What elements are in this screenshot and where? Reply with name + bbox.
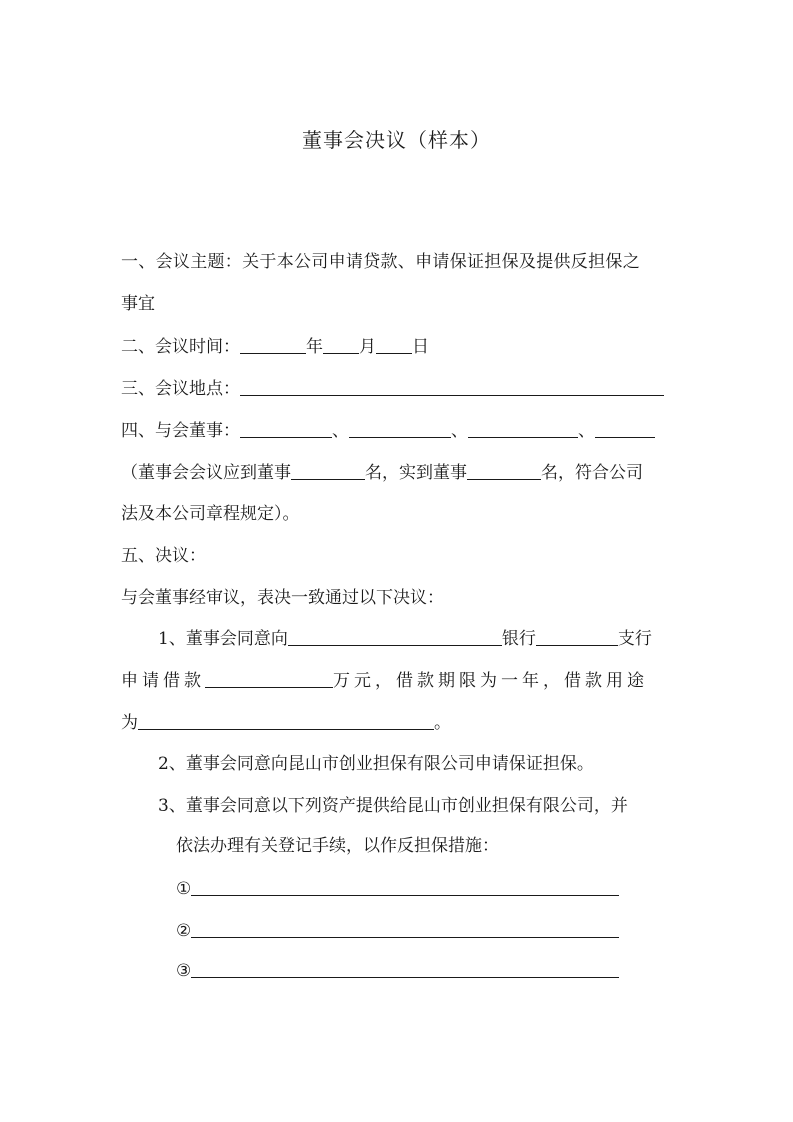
director-blank-1[interactable] [240,420,332,438]
present-directors-blank[interactable] [467,462,541,480]
bank-name-blank[interactable] [288,628,502,646]
asset-marker-3: ③ [176,961,192,981]
director-blank-3[interactable] [468,420,578,438]
branch-label: 支行 [617,629,652,649]
year-blank[interactable] [240,336,306,354]
document-title: 董事会决议（样本） [302,128,491,152]
asset-blank-2[interactable] [191,920,619,938]
purpose-label: 为 [121,713,138,733]
meeting-time-label: 二、会议时间： [121,337,240,357]
loan-amount-blank[interactable] [205,670,333,688]
directors-note-b: 名，实到董事 [365,463,467,483]
asset-marker-2: ② [176,921,192,941]
asset-marker-1: ① [176,879,192,899]
resolution-3-line1: 3、董事会同意以下列资产提供给昆山市创业担保有限公司，并 [158,796,628,816]
month-label: 月 [359,337,376,357]
purpose-end: 。 [434,713,451,733]
meeting-place-row [121,378,664,399]
day-blank[interactable] [376,336,412,354]
resolution-2: 2、董事会同意向昆山市创业担保有限公司申请保证担保。 [158,754,594,774]
directors-row [121,420,655,441]
asset-row-1 [176,878,619,899]
directors-note-c: 名，符合公司 [541,463,643,483]
resolution-1-row [158,628,652,649]
loan-purpose-blank[interactable] [138,712,434,730]
separator: 、 [451,421,468,441]
meeting-place-label: 三、会议地点： [121,379,240,399]
bank-label: 银行 [501,629,536,649]
resolution-1-text: 1、董事会同意向 [158,629,288,649]
directors-note-a: （董事会会议应到董事 [121,463,291,483]
meeting-place-blank[interactable] [240,378,664,396]
branch-name-blank[interactable] [536,628,618,646]
asset-row-2 [176,920,619,941]
separator: 、 [578,421,595,441]
directors-note-row [121,462,643,483]
resolution-3-line2: 依法办理有关登记手续，以作反担保措施： [176,836,499,856]
directors-note-line2: 法及本公司章程规定）。 [121,504,300,524]
asset-row-3 [176,960,619,981]
meeting-time-row [121,336,429,357]
separator: 、 [332,421,349,441]
asset-blank-1[interactable] [191,878,619,896]
asset-blank-3[interactable] [191,960,619,978]
loan-terms-text: 万元，借款期限为一年，借款用途 [333,671,648,691]
year-label: 年 [306,337,323,357]
director-blank-4[interactable] [595,420,655,438]
loan-label: 申请借款 [121,671,205,691]
required-directors-blank[interactable] [291,462,365,480]
resolution-label: 五、决议： [121,546,206,566]
month-blank[interactable] [323,336,359,354]
day-label: 日 [412,337,429,357]
meeting-topic-line2: 事宜 [121,294,155,314]
directors-label: 四、与会董事： [121,421,240,441]
resolution-intro: 与会董事经审议，表决一致通过以下决议： [121,588,444,608]
director-blank-2[interactable] [349,420,451,438]
loan-row [121,670,648,691]
purpose-row [121,712,451,733]
meeting-topic-line1: 一、会议主题：关于本公司申请贷款、申请保证担保及提供反担保之 [121,252,640,272]
